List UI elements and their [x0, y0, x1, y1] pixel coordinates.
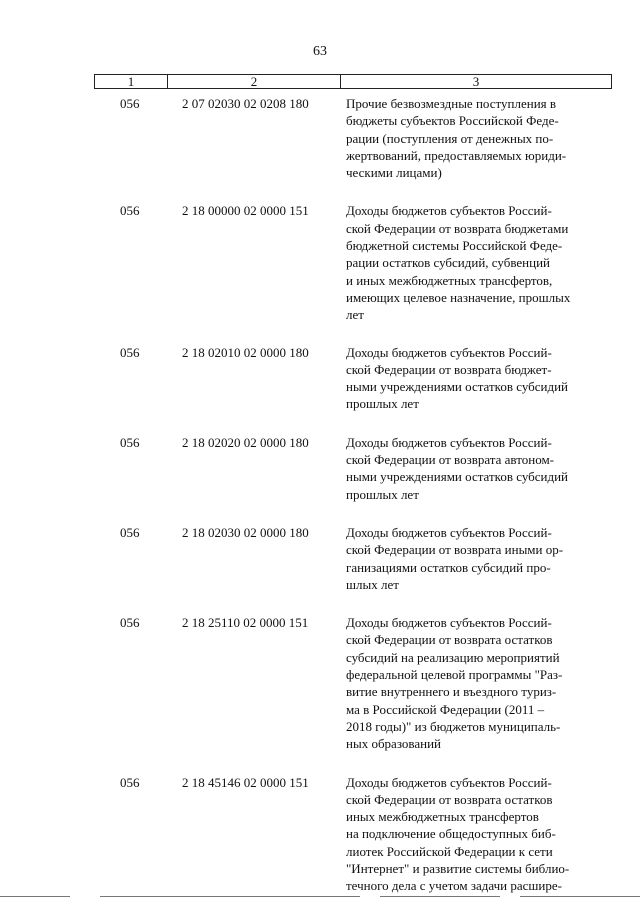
budget-code: 2 18 00000 02 0000 151 [182, 203, 309, 219]
description-line: лет [346, 307, 364, 323]
description-line: бюджеты субъектов Российской Феде- [346, 113, 559, 129]
scan-edge-line [100, 896, 360, 897]
admin-code: 056 [120, 774, 140, 790]
description-line: Доходы бюджетов субъектов Россий- [346, 434, 552, 450]
table-header [94, 74, 612, 89]
table-row [0, 524, 640, 593]
description-line: ской Федерации от возврата автоном- [346, 452, 555, 468]
description [346, 774, 616, 895]
scan-edge-line [520, 896, 640, 897]
description-line: Доходы бюджетов субъектов Россий- [346, 774, 552, 790]
description-line: ных образований [346, 736, 441, 752]
description-line: "Интернет" и развитие системы библио- [346, 860, 570, 876]
admin-code: 056 [120, 434, 140, 450]
budget-code: 2 18 02030 02 0000 180 [182, 524, 309, 540]
description [346, 524, 616, 593]
description [346, 434, 616, 503]
admin-code: 056 [120, 203, 140, 219]
description-line: Доходы бюджетов субъектов Россий- [346, 203, 552, 219]
description-line: рации (поступления от денежных по- [346, 130, 554, 146]
description-line: ской Федерации от возврата бюджетами [346, 220, 569, 236]
description-line: лиотек Российской Федерации к сети [346, 843, 553, 859]
description-line: ными учреждениями остатков субсидий [346, 469, 569, 485]
description-line: ской Федерации от возврата иными ор- [346, 542, 564, 558]
description-line: рации остатков субсидий, субвенций [346, 255, 550, 271]
description-line: иных межбюджетных трансфертов [346, 809, 539, 825]
description-line: ческими лицами) [346, 165, 442, 181]
table-row [0, 774, 640, 895]
description-line: и иных межбюджетных трансфертов, [346, 272, 553, 288]
table-row [0, 95, 640, 181]
admin-code: 056 [120, 96, 140, 111]
table-row [0, 344, 640, 413]
admin-code: 056 [120, 344, 140, 360]
description-line: шлых лет [346, 576, 399, 592]
table-body [0, 95, 640, 895]
description-line: бюджетной системы Российской Феде- [346, 238, 563, 254]
table-row [0, 434, 640, 503]
description-line: течного дела с учетом задачи расшире- [346, 878, 562, 894]
header-col-2: 2 [168, 75, 341, 88]
page-number: 63 [313, 44, 327, 59]
description-line: прошлых лет [346, 396, 419, 412]
description-line: Прочие безвозмездные поступления в [346, 96, 557, 111]
description-line: субсидий на реализацию мероприятий [346, 649, 560, 665]
description-line: федеральной целевой программы "Раз- [346, 667, 563, 683]
description [346, 95, 616, 181]
budget-code: 2 18 02020 02 0000 180 [182, 434, 309, 450]
table-row [0, 202, 640, 323]
budget-code: 2 18 45146 02 0000 151 [182, 774, 309, 790]
description-line: ма в Российской Федерации (2011 – [346, 701, 545, 717]
description-line: жертвований, предоставляемых юриди- [346, 147, 567, 163]
description-line: Доходы бюджетов субъектов Россий- [346, 344, 552, 360]
budget-code: 2 18 02010 02 0000 180 [182, 344, 309, 360]
description-line: 2018 годы)" из бюджетов муниципаль- [346, 718, 561, 734]
description-line: Доходы бюджетов субъектов Россий- [346, 615, 552, 631]
admin-code: 056 [120, 615, 140, 631]
budget-code: 2 18 25110 02 0000 151 [182, 615, 309, 631]
table-row [0, 614, 640, 752]
description-line: на подключение общедоступных биб- [346, 826, 556, 842]
description [346, 344, 616, 413]
description-line: ганизациями остатков субсидий про- [346, 559, 551, 575]
description-line: Доходы бюджетов субъектов Россий- [346, 524, 552, 540]
description [346, 202, 616, 323]
header-col-3: 3 [472, 74, 480, 89]
scan-edge-line [380, 896, 500, 897]
header-col-1: 1 [95, 75, 168, 88]
description-line: прошлых лет [346, 486, 419, 502]
description-line: ными учреждениями остатков субсидий [346, 379, 569, 395]
scan-edge-line [0, 896, 70, 897]
description-line: ской Федерации от возврата остатков [346, 632, 553, 648]
description-line: ской Федерации от возврата остатков [346, 791, 553, 807]
budget-code: 2 07 02030 02 0208 180 [182, 96, 309, 111]
description [346, 614, 616, 752]
description-line: ской Федерации от возврата бюджет- [346, 361, 552, 377]
admin-code: 056 [120, 524, 140, 540]
description-line: витие внутреннего и въездного туриз- [346, 684, 557, 700]
description-line: имеющих целевое назначение, прошлых [346, 289, 571, 305]
